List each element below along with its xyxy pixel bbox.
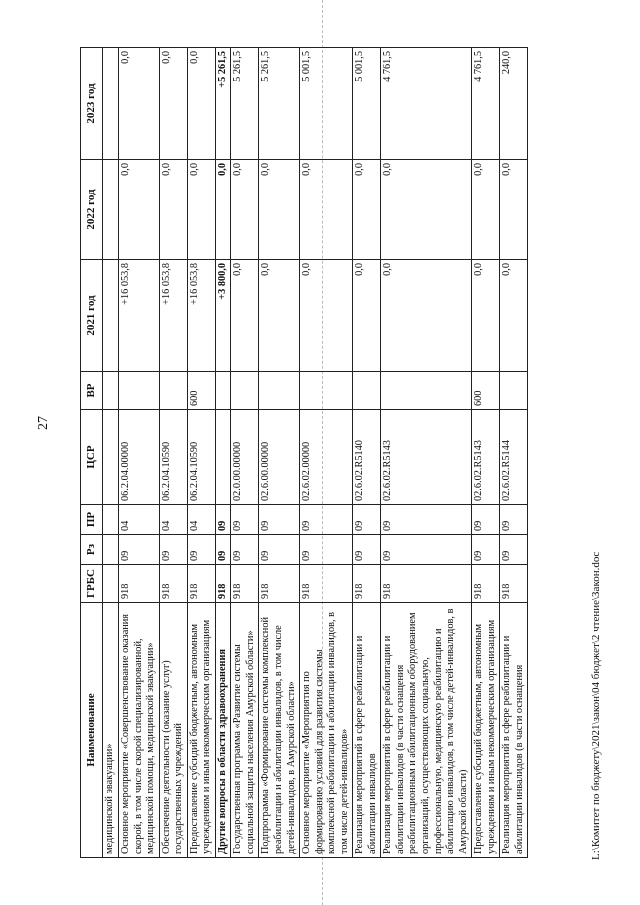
cell-pr: 09 <box>472 505 500 535</box>
cell-grbs <box>103 565 119 603</box>
cell-rz: 09 <box>472 535 500 565</box>
cell-rz: 09 <box>118 535 159 565</box>
cell-2021: 0,0 <box>231 260 259 372</box>
col-header-2023: 2023 год <box>81 48 103 160</box>
cell-vr <box>381 372 472 410</box>
cell-csr: 02.0.00.00000 <box>231 410 259 505</box>
cell-2021: 0,0 <box>472 260 500 372</box>
cell-2021: 0,0 <box>381 260 472 372</box>
cell-2021: 0,0 <box>500 260 528 372</box>
cell-2023 <box>103 48 119 160</box>
table-row <box>187 48 215 858</box>
cell-pr: 04 <box>187 505 215 535</box>
cell-2023: 5 261,5 <box>231 48 259 160</box>
cell-2021: +16 053,8 <box>159 260 187 372</box>
cell-pr: 09 <box>231 505 259 535</box>
col-header-vr: ВР <box>81 372 103 410</box>
cell-2023: 240,0 <box>500 48 528 160</box>
table-header-row <box>81 48 103 858</box>
cell-rz <box>103 535 119 565</box>
cell-2021: 0,0 <box>259 260 300 372</box>
budget-table <box>80 47 528 858</box>
cell-2022: 0,0 <box>159 160 187 260</box>
cell-2022 <box>103 160 119 260</box>
cell-2022: 0,0 <box>231 160 259 260</box>
cell-2022: 0,0 <box>353 160 381 260</box>
table-row <box>103 48 119 858</box>
cell-grbs: 918 <box>187 565 215 603</box>
cell-name: Государственная программа «Развитие системы социальной защиты населения Амурской области» <box>231 603 259 858</box>
cell-grbs: 918 <box>381 565 472 603</box>
cell-name: Реализация мероприятий в сфере реабилитации и абилитации инвалидов (в части оснащения <box>500 603 528 858</box>
col-header-2022: 2022 год <box>81 160 103 260</box>
cell-csr: 06.2.04.00000 <box>118 410 159 505</box>
cell-2023: 0,0 <box>118 48 159 160</box>
footer-file-path: L:\Комитет по бюджету\2021\закон\04 бюджет\2 чтение\Закон.doc <box>590 551 602 860</box>
table-body <box>103 48 528 858</box>
col-header-pr: ПР <box>81 505 103 535</box>
col-header-csr: ЦСР <box>81 410 103 505</box>
cell-name: Основное мероприятие «Мероприятия по формированию условий для развития системы комплексной реабилитации и абилитации инвалидов, в том числе детей-инвалидов» <box>300 603 353 858</box>
cell-2023: 0,0 <box>159 48 187 160</box>
cell-pr: 09 <box>259 505 300 535</box>
cell-grbs: 918 <box>259 565 300 603</box>
cell-2022: 0,0 <box>187 160 215 260</box>
cell-vr <box>215 372 231 410</box>
col-header-grbs: ГРБС <box>81 565 103 603</box>
cell-vr <box>118 372 159 410</box>
cell-vr <box>500 372 528 410</box>
cell-name: Обеспечение деятельности (оказание услуг) государственных учреждений <box>159 603 187 858</box>
table-row <box>159 48 187 858</box>
cell-2022: 0,0 <box>500 160 528 260</box>
cell-name: Другие вопросы в области здравоохранения <box>215 603 231 858</box>
cell-rz: 09 <box>231 535 259 565</box>
cell-2022: 0,0 <box>259 160 300 260</box>
cell-2023: 4 761,5 <box>381 48 472 160</box>
cell-csr: 06.2.04.10590 <box>159 410 187 505</box>
cell-vr: 600 <box>472 372 500 410</box>
cell-pr: 09 <box>300 505 353 535</box>
table-row <box>500 48 528 858</box>
cell-csr: 02.6.02.00000 <box>300 410 353 505</box>
cell-grbs: 918 <box>300 565 353 603</box>
cell-name: Реализация мероприятий в сфере реабилитации и абилитации инвалидов (в части оснащения реабилитационным и абилитационным оборудованием организаций, осуществляющих социальную, профессиональную, медицинскую реабилитацию и абилитацию инвалидов, в том числе детей-инвалидов, в Амурской области) <box>381 603 472 858</box>
cell-vr <box>159 372 187 410</box>
cell-name: Основное мероприятие «Совершенствование оказания скорой, в том числе скорой специализированной, медицинской помощи, медицинской эвакуации» <box>118 603 159 858</box>
cell-grbs: 918 <box>231 565 259 603</box>
page-number: 27 <box>36 416 51 430</box>
cell-grbs: 918 <box>118 565 159 603</box>
cell-pr: 09 <box>353 505 381 535</box>
cell-rz: 09 <box>300 535 353 565</box>
cell-2022: 0,0 <box>118 160 159 260</box>
cell-pr: 04 <box>118 505 159 535</box>
cell-name: медицинской эвакуации» <box>103 603 119 858</box>
cell-csr <box>215 410 231 505</box>
cell-rz: 09 <box>500 535 528 565</box>
cell-rz: 09 <box>259 535 300 565</box>
cell-pr <box>103 505 119 535</box>
table-row <box>300 48 353 858</box>
table-row <box>472 48 500 858</box>
cell-csr: 06.2.04.10590 <box>187 410 215 505</box>
cell-rz: 09 <box>353 535 381 565</box>
cell-pr: 09 <box>381 505 472 535</box>
cell-2023: 0,0 <box>187 48 215 160</box>
cell-name: Предоставление субсидий бюджетным, автономным учреждениям и иным некоммерческим организациям <box>187 603 215 858</box>
cell-2023: 4 761,5 <box>472 48 500 160</box>
cell-rz: 09 <box>381 535 472 565</box>
cell-vr <box>103 372 119 410</box>
cell-2021 <box>103 260 119 372</box>
cell-2023: +5 261,5 <box>215 48 231 160</box>
cell-csr: 02.6.02.R5140 <box>353 410 381 505</box>
cell-2022: 0,0 <box>300 160 353 260</box>
cell-csr: 02.6.02.R5143 <box>472 410 500 505</box>
col-header-rz: Рз <box>81 535 103 565</box>
cell-grbs: 918 <box>472 565 500 603</box>
table-row <box>215 48 231 858</box>
cell-name: Реализация мероприятий в сфере реабилитации и абилитации инвалидов <box>353 603 381 858</box>
cell-2021: 0,0 <box>353 260 381 372</box>
cell-grbs: 918 <box>500 565 528 603</box>
cell-csr: 02.6.02.R5143 <box>381 410 472 505</box>
cell-2023: 5 001,5 <box>300 48 353 160</box>
cell-vr <box>300 372 353 410</box>
cell-csr: 02.6.00.00000 <box>259 410 300 505</box>
col-header-name: Наименование <box>81 603 103 858</box>
cell-vr <box>231 372 259 410</box>
cell-vr <box>259 372 300 410</box>
cell-2023: 5 261,5 <box>259 48 300 160</box>
cell-2022: 0,0 <box>381 160 472 260</box>
cell-2021: +3 800,0 <box>215 260 231 372</box>
cell-pr: 09 <box>500 505 528 535</box>
budget-table-container <box>80 48 585 858</box>
cell-rz: 09 <box>215 535 231 565</box>
cell-vr <box>353 372 381 410</box>
table-row <box>353 48 381 858</box>
cell-name: Подпрограмма «Формирование системы комплексной реабилитации и абилитации инвалидов, в том числе детей-инвалидов, в Амурской области» <box>259 603 300 858</box>
cell-2022: 0,0 <box>215 160 231 260</box>
table-row <box>118 48 159 858</box>
cell-2021: +16 053,8 <box>118 260 159 372</box>
cell-rz: 09 <box>187 535 215 565</box>
cell-vr: 600 <box>187 372 215 410</box>
cell-pr: 09 <box>215 505 231 535</box>
cell-2021: +16 053,8 <box>187 260 215 372</box>
cell-2023: 5 001,5 <box>353 48 381 160</box>
col-header-2021: 2021 год <box>81 260 103 372</box>
cell-2021: 0,0 <box>300 260 353 372</box>
cell-grbs: 918 <box>215 565 231 603</box>
table-row <box>381 48 472 858</box>
cell-grbs: 918 <box>353 565 381 603</box>
table-row <box>231 48 259 858</box>
table-row <box>259 48 300 858</box>
cell-csr: 02.6.02.R5144 <box>500 410 528 505</box>
cell-2022: 0,0 <box>472 160 500 260</box>
cell-csr <box>103 410 119 505</box>
cell-pr: 04 <box>159 505 187 535</box>
cell-rz: 09 <box>159 535 187 565</box>
cell-grbs: 918 <box>159 565 187 603</box>
cell-name: Предоставление субсидий бюджетным, автономным учреждениям и иным некоммерческим организациям <box>472 603 500 858</box>
